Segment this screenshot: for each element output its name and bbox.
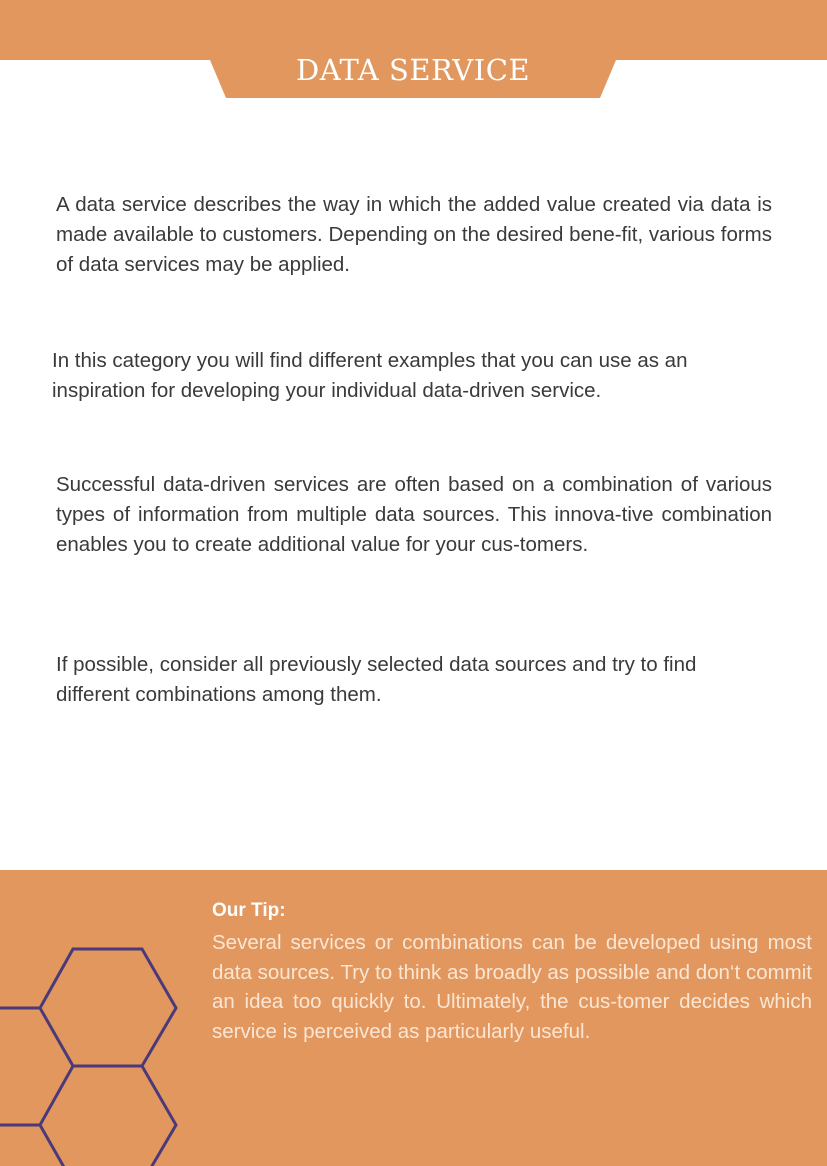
category-paragraph: In this category you will find different examples that you can use as an inspiration for developing your individual data-driven service. <box>52 349 688 402</box>
tip-box <box>0 870 827 1166</box>
tip-body: Several services or combinations can be developed using most data sources. Try to think as broadly as possible and don‘t commit an idea too quickly to. Ultimately, the cus-tomer decides which service is perceived as particularly useful. <box>212 931 812 1043</box>
page-title: DATA SERVICE <box>295 53 531 87</box>
intro-paragraph: A data service describes the way in which the added value created via data is made available to customers. Depending on the desired bene-fit, various forms of data services may be applied. <box>56 193 772 276</box>
recommendation-paragraph: If possible, consider all previously selected data sources and try to find different combinations among them. <box>56 653 697 706</box>
hexagon-pattern-icon <box>0 870 220 1166</box>
combination-paragraph: Successful data-driven services are often based on a combination of various types of information from multiple data sources. This innova-tive combination enables you to create additional value for your cus-tomers. <box>56 473 772 556</box>
tip-heading: Our Tip: <box>212 900 286 921</box>
